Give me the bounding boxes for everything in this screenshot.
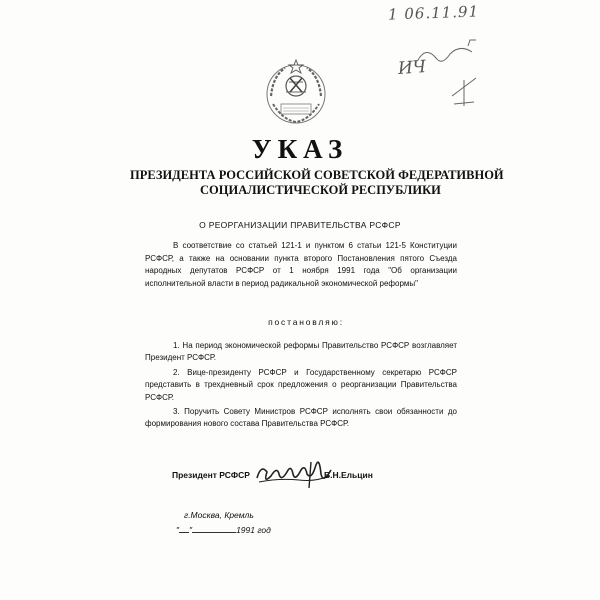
date-year: 1991 год	[236, 525, 271, 535]
handwritten-number-note: ИЧ	[397, 57, 427, 79]
decree-items-list	[145, 340, 457, 433]
decree-subject-title: О РЕОРГАНИЗАЦИИ ПРАВИТЕЛЬСТВА РСФСР	[199, 220, 401, 230]
subtitle-line-1: ПРЕЗИДЕНТА РОССИЙСКОЙ СОВЕТСКОЙ ФЕДЕРАТИВНОЙ	[130, 168, 504, 182]
signatory-position: Президент РСФСР	[172, 470, 250, 480]
subtitle-line-2: СОЦИАЛИСТИЧЕСКОЙ РЕСПУБЛИКИ	[200, 183, 441, 197]
handwritten-signature	[253, 456, 333, 492]
date-month-blank	[192, 525, 236, 533]
signing-date-line	[176, 525, 271, 535]
preamble-paragraph: В соответствие со статьей 121-1 и пунктом 6 статьи 121-5 Конституции РСФСР, а также на основании пункта второго Постановления пятого Съезда народных депутатов РСФСР от 1 ноября 1991 года "Об организации исполнительной власти в период радикальной экономической реформы"	[145, 241, 457, 288]
date-close-quote: "	[189, 525, 193, 535]
date-open-quote: "	[176, 525, 180, 535]
decree-item-2: 2. Вице-президенту РСФСР и Государственному секретарю РСФСР представить в трехдневный срок предложения о реорганизации Правительства РСФСР.	[145, 367, 457, 402]
resolve-word: постановляю:	[268, 317, 344, 327]
signatory-name: Б.Н.Ельцин	[324, 470, 373, 480]
handwritten-date-note: 1 06.11.91	[387, 2, 480, 24]
decree-item-1: 1. На период экономической реформы Правительство РСФСР возглавляет Президент РСФСР.	[145, 341, 457, 363]
rsfsr-coat-of-arms-emblem	[259, 56, 333, 130]
decree-heading: УКАЗ	[251, 134, 349, 164]
issuer-subtitle	[100, 168, 520, 198]
place-of-signing: г.Москва, Кремль	[184, 510, 254, 520]
date-day-blank	[179, 525, 189, 533]
decree-item-3: 3. Поручить Совету Министров РСФСР исполнять свои обязанности до формирования нового состава Правительства РСФСР.	[145, 407, 457, 429]
